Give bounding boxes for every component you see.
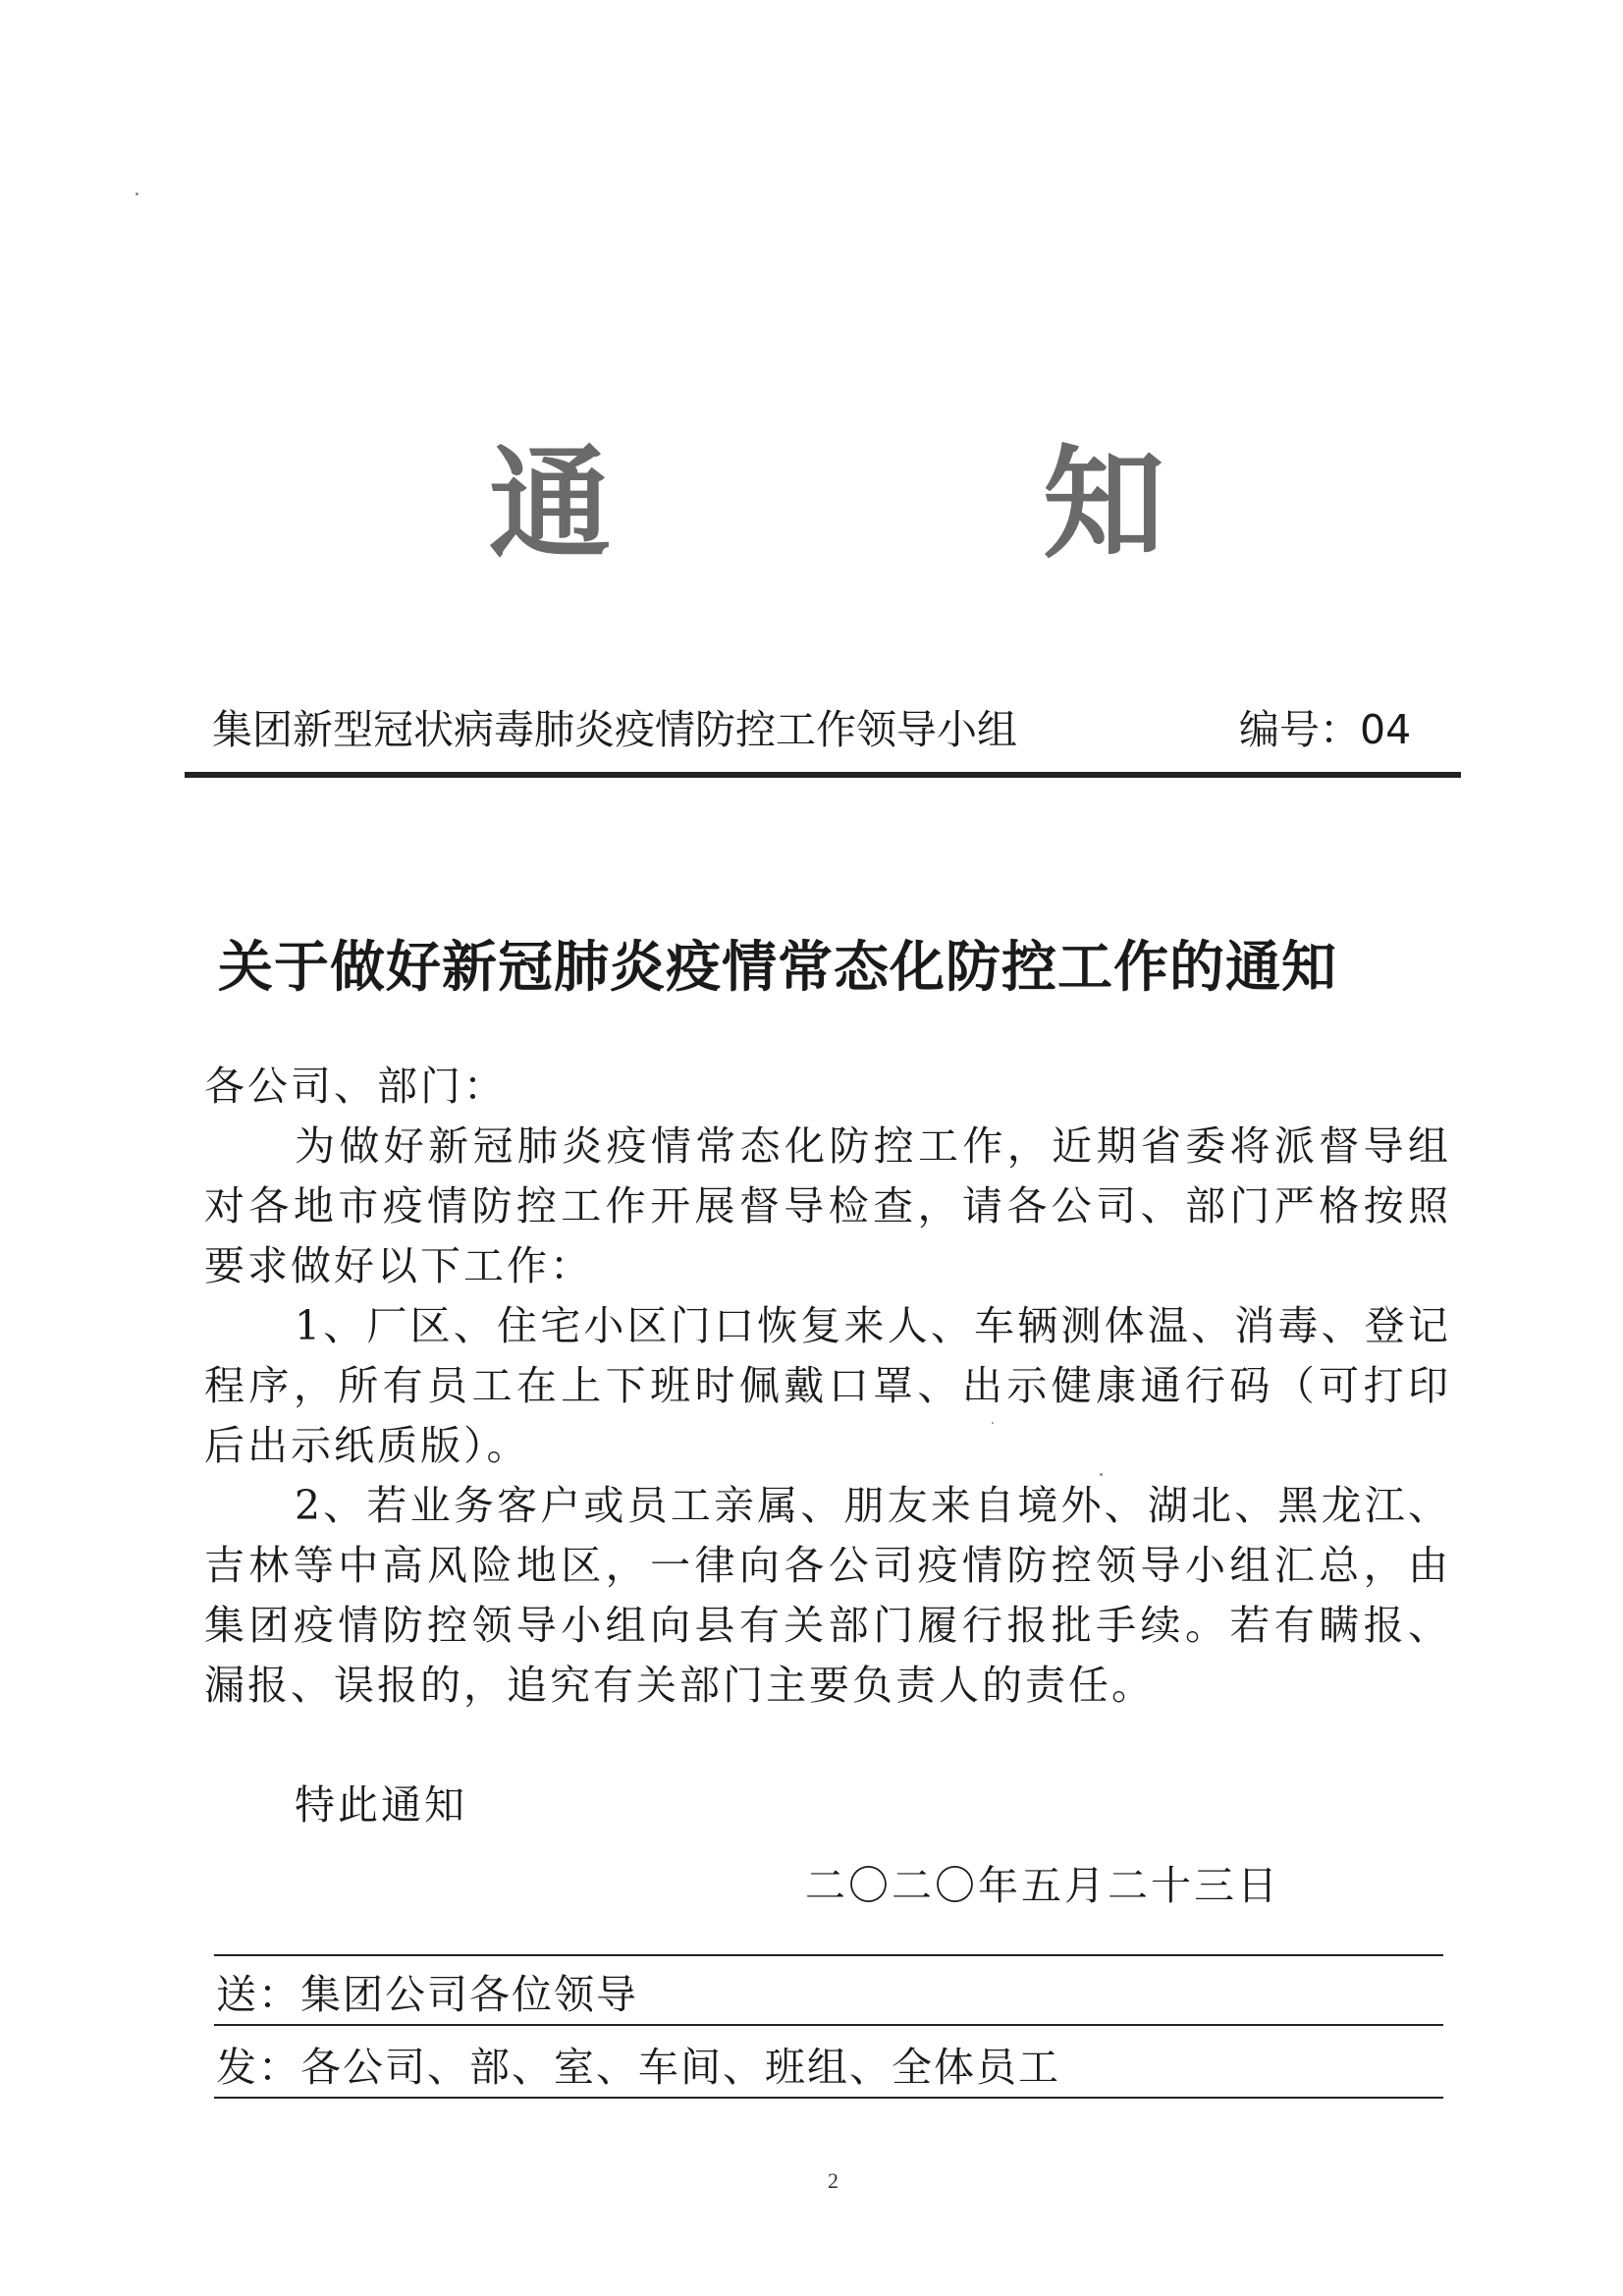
scan-speck [135, 192, 138, 195]
issue-date: 二〇二〇年五月二十三日 [805, 1862, 1280, 1909]
distribution-top-rule [214, 1954, 1443, 1956]
send-to-line: 送：集团公司各位领导 [216, 1971, 638, 2018]
scan-speck [1100, 1473, 1103, 1476]
salutation: 各公司、部门： [204, 1063, 507, 1110]
document-title-char-2: 知 [1043, 433, 1165, 575]
distribution-middle-rule [214, 2024, 1443, 2026]
item-1-paragraph: 1、厂区、住宅小区门口恢复来人、车辆测体温、消毒、登记程序，所有员工在上下班时佩戴口罩、出示健康通行码（可打印后出示纸质版）。 [204, 1302, 1451, 1469]
document-title-char-1: 通 [489, 433, 612, 575]
closing-line: 特此通知 [295, 1781, 467, 1829]
issuing-body: 集团新型冠状病毒肺炎疫情防控工作领导小组 [212, 706, 1017, 753]
header-divider [185, 772, 1461, 778]
distribution-bottom-rule [214, 2097, 1443, 2099]
issue-to-line: 发：各公司、部、室、车间、班组、全体员工 [216, 2044, 1060, 2091]
notice-subject: 关于做好新冠肺炎疫情常态化防控工作的通知 [218, 935, 1337, 1000]
item-2-paragraph: 2、若业务客户或员工亲属、朋友来自境外、湖北、黑龙江、吉林等中高风险地区，一律向各公司疫情防控领导小组汇总，由集团疫情防控领导小组向县有关部门履行报批手续。若有瞒报、漏报、误报的，追究有关部门主要负责人的责任。 [204, 1482, 1451, 1709]
document-number: 编号：04 [1239, 706, 1412, 753]
page-number: 2 [828, 2168, 839, 2193]
scan-speck [992, 1422, 994, 1424]
intro-paragraph: 为做好新冠肺炎疫情常态化防控工作，近期省委将派督导组对各地市疫情防控工作开展督导检查，请各公司、部门严格按照要求做好以下工作： [204, 1122, 1451, 1289]
